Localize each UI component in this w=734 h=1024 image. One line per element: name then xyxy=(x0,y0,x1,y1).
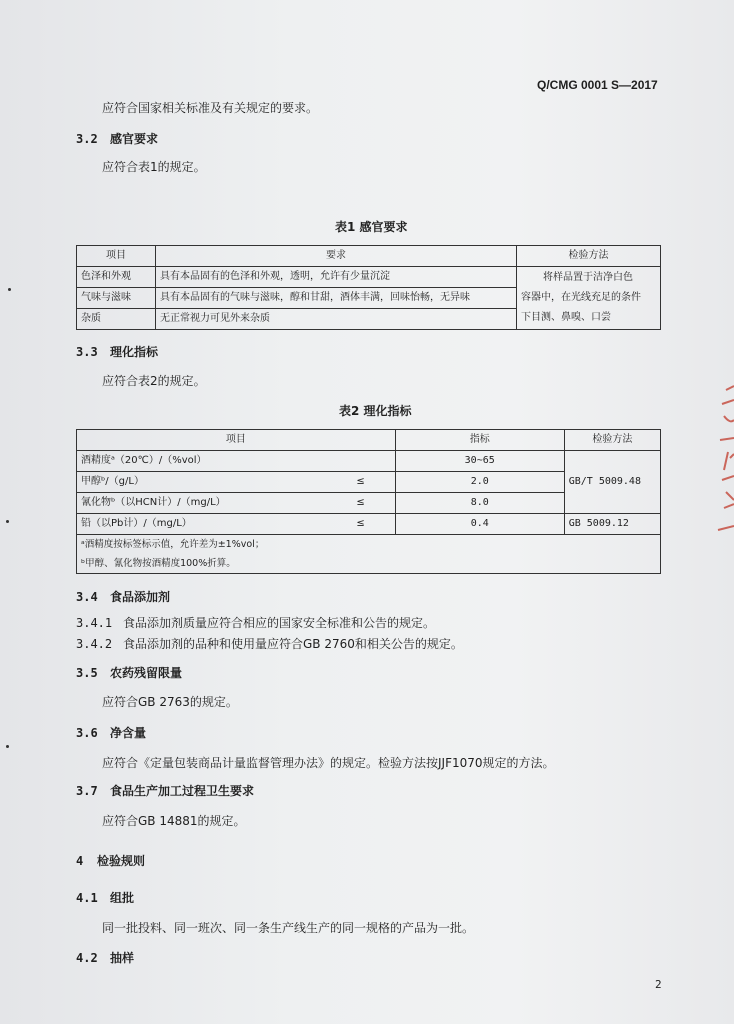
section-3-4-number: 3.4 xyxy=(76,590,98,604)
table1-method-line: 将样品置于洁净白色 xyxy=(543,272,633,283)
table-row xyxy=(77,267,661,288)
section-4-1-number: 4.1 xyxy=(76,891,98,905)
table1-header-requirement: 要求 xyxy=(156,246,517,267)
section-3-5-number: 3.5 xyxy=(76,666,98,680)
table1-cell-item: 气味与滋味 xyxy=(77,288,156,309)
table2-cell-method: GB 5009.12 xyxy=(564,514,660,535)
section-4-title: 检验规则 xyxy=(97,854,146,868)
table1-header-item: 项目 xyxy=(77,246,156,267)
table2-cell-value: 0.4 xyxy=(395,514,564,535)
sensory-table xyxy=(76,245,661,330)
table2-cell-operator: ≤ xyxy=(325,493,395,514)
table1-method-line: 下目测、鼻嗅、口尝 xyxy=(521,312,611,323)
table2-caption: 表2 理化指标 xyxy=(339,404,412,418)
physicochemical-table xyxy=(76,429,661,574)
section-3-2-number: 3.2 xyxy=(76,132,98,146)
table-notes-row xyxy=(77,535,661,574)
table2-header-item: 项目 xyxy=(77,430,396,451)
section-3-6-number: 3.6 xyxy=(76,726,98,740)
page-number: 2 xyxy=(655,978,662,991)
table1-header-method: 检验方法 xyxy=(517,246,661,267)
section-4-2-title: 抽样 xyxy=(110,951,135,965)
table1-cell-method xyxy=(517,267,661,330)
section-4-number: 4 xyxy=(76,854,84,868)
scan-speck xyxy=(6,745,9,748)
table2-cell-item: 甲醇ᵇ/（g/L） xyxy=(77,472,326,493)
section-3-4-title: 食品添加剂 xyxy=(110,590,171,604)
section-3-2-title: 感官要求 xyxy=(110,132,159,146)
section-3-2-body: 应符合表1的规定。 xyxy=(102,160,206,174)
table2-cell-item: 铅（以Pb计）/（mg/L） xyxy=(77,514,326,535)
table1-method-line: 容器中，在光线充足的条件 xyxy=(521,292,641,303)
scan-speck xyxy=(6,520,9,523)
section-3-4-2-text: 食品添加剂的品种和使用量应符合GB 2760和相关公告的规定。 xyxy=(123,637,463,651)
section-3-4-1-number: 3.4.1 xyxy=(76,616,113,630)
section-4-1-body: 同一批投料、同一班次、同一条生产线生产的同一规格的产品为一批。 xyxy=(102,921,475,935)
scan-speck xyxy=(8,288,11,291)
table2-cell-item: 酒精度ᵃ（20℃）/（%vol） xyxy=(77,451,396,472)
section-3-7-title: 食品生产加工过程卫生要求 xyxy=(110,784,255,798)
table-row xyxy=(77,514,661,535)
table2-cell-value: 2.0 xyxy=(395,472,564,493)
table1-caption: 表1 感官要求 xyxy=(335,220,408,234)
section-3-6-body: 应符合《定量包装商品计量监督管理办法》的规定。检验方法按JJF1070规定的方法。 xyxy=(102,756,555,770)
table2-notes xyxy=(77,535,661,574)
section-3-7-body: 应符合GB 14881的规定。 xyxy=(102,814,246,828)
table2-header-value: 指标 xyxy=(395,430,564,451)
table1-cell-item: 色泽和外观 xyxy=(77,267,156,288)
section-3-5-body: 应符合GB 2763的规定。 xyxy=(102,695,238,709)
section-4-2-number: 4.2 xyxy=(76,951,98,965)
intro-paragraph: 应符合国家相关标准及有关规定的要求。 xyxy=(102,101,319,115)
section-3-4-2-number: 3.4.2 xyxy=(76,637,113,651)
section-3-6-title: 净含量 xyxy=(110,726,147,740)
table2-cell-value: 8.0 xyxy=(395,493,564,514)
table2-cell-method: GB/T 5009.48 xyxy=(564,451,660,514)
section-3-5-title: 农药残留限量 xyxy=(110,666,183,680)
table1-cell-requirement: 具有本品固有的气味与滋味，醇和甘甜，酒体丰满，回味怡畅，无异味 xyxy=(156,288,517,309)
table-row xyxy=(77,451,661,472)
section-3-3-number: 3.3 xyxy=(76,345,98,359)
table2-cell-value: 30~65 xyxy=(395,451,564,472)
table2-header-method: 检验方法 xyxy=(564,430,660,451)
table2-cell-item: 氰化物ᵇ（以HCN计）/（mg/L） xyxy=(77,493,326,514)
section-3-3-title: 理化指标 xyxy=(110,345,159,359)
section-4-1-title: 组批 xyxy=(110,891,135,905)
table1-cell-item: 杂质 xyxy=(77,309,156,330)
table1-cell-requirement: 无正常视力可见外来杂质 xyxy=(156,309,517,330)
section-3-7-number: 3.7 xyxy=(76,784,98,798)
table2-note-a: ᵃ酒精度按标签标示值，允许差为±1%vol； xyxy=(81,539,265,550)
table2-note-b: ᵇ甲醇、氰化物按酒精度100%折算。 xyxy=(81,558,236,569)
table2-cell-operator: ≤ xyxy=(325,472,395,493)
table1-cell-requirement: 具有本品固有的色泽和外观，透明，允许有少量沉淀 xyxy=(156,267,517,288)
red-stamp-edge xyxy=(704,380,734,550)
section-3-4-1-text: 食品添加剂质量应符合相应的国家安全标准和公告的规定。 xyxy=(123,616,436,630)
section-3-3-body: 应符合表2的规定。 xyxy=(102,374,206,388)
doc-id-header: Q/CMG 0001 S—2017 xyxy=(537,78,658,92)
table2-cell-operator: ≤ xyxy=(325,514,395,535)
